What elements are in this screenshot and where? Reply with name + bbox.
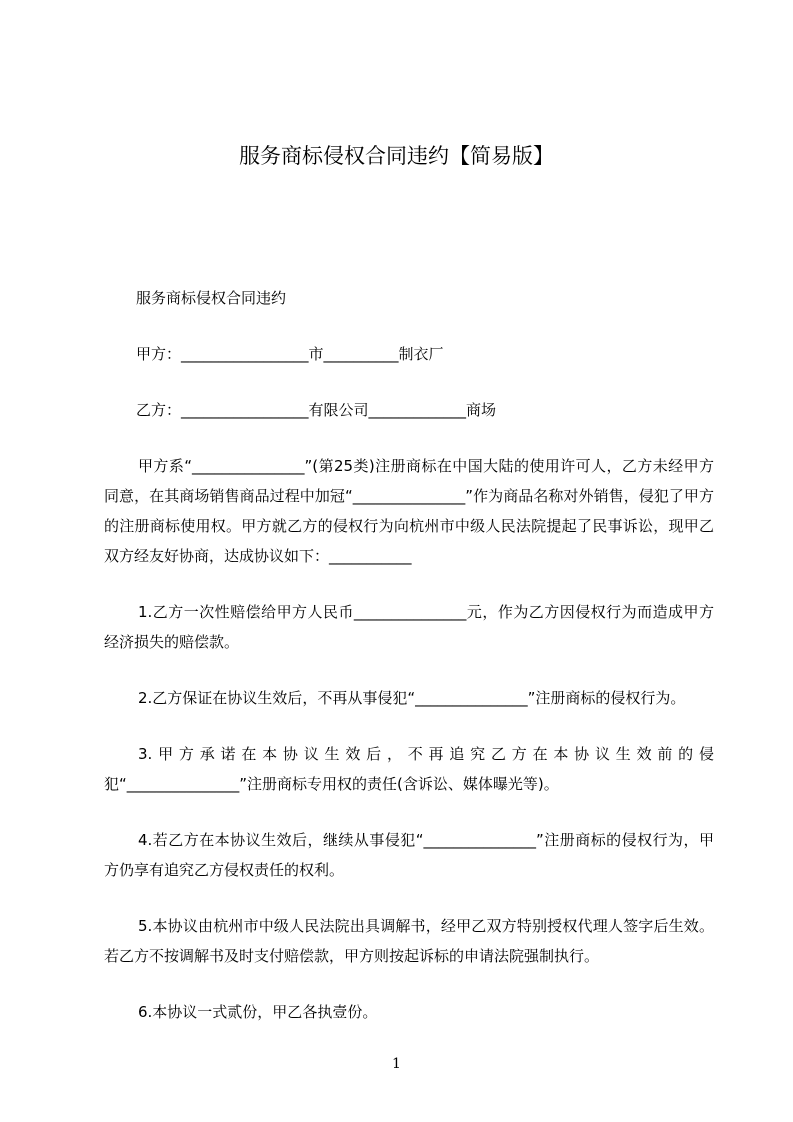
- clause-5: 5.本协议由杭州市中级人民法院出具调解书，经甲乙双方特别授权代理人签字后生效。若乙方不按调解书及时支付赔偿款，甲方则按起诉标的申请法院强制执行。: [104, 917, 714, 965]
- document-body: [104, 283, 714, 1053]
- clause-6: 6.本协议一式贰份，甲乙各执壹份。: [138, 1003, 378, 1021]
- paragraph-heading: 服务商标侵权合同违约: [136, 289, 287, 307]
- paragraph-party-b: 乙方：_________________有限公司_____________商场: [136, 401, 497, 419]
- paragraph-party-a: 甲方：_________________市__________制衣厂: [136, 345, 444, 363]
- page-number: 1: [392, 1056, 401, 1072]
- clause-4: 4.若乙方在本协议生效后，继续从事侵犯“_______________”注册商标的侵权行为，甲方仍享有追究乙方侵权责任的权利。: [104, 831, 714, 879]
- page-title: 服务商标侵权合同违约【简易版】: [239, 144, 554, 168]
- clause-3: 3.甲方承诺在本协议生效后，不再追究乙方在本协议生效前的侵犯“_______________”注册商标专用权的责任(含诉讼、媒体曝光等)。: [104, 745, 714, 793]
- paragraph-preamble: 甲方系“_______________”(第25类)注册商标在中国大陆的使用许可人，乙方未经甲方同意，在其商场销售商品过程中加冠“_______________”作为商品名称对外销售，侵犯了甲方的注册商标使用权。甲方就乙方的侵权行为向杭州市中级人民法院提起了民事诉讼，现甲乙双方经友好协商，达成协议如下：___________: [104, 457, 714, 565]
- clause-2: 2.乙方保证在协议生效后，不再从事侵犯“_______________”注册商标的侵权行为。: [138, 689, 686, 707]
- clause-1: 1.乙方一次性赔偿给甲方人民币_______________元，作为乙方因侵权行为而造成甲方经济损失的赔偿款。: [104, 603, 714, 651]
